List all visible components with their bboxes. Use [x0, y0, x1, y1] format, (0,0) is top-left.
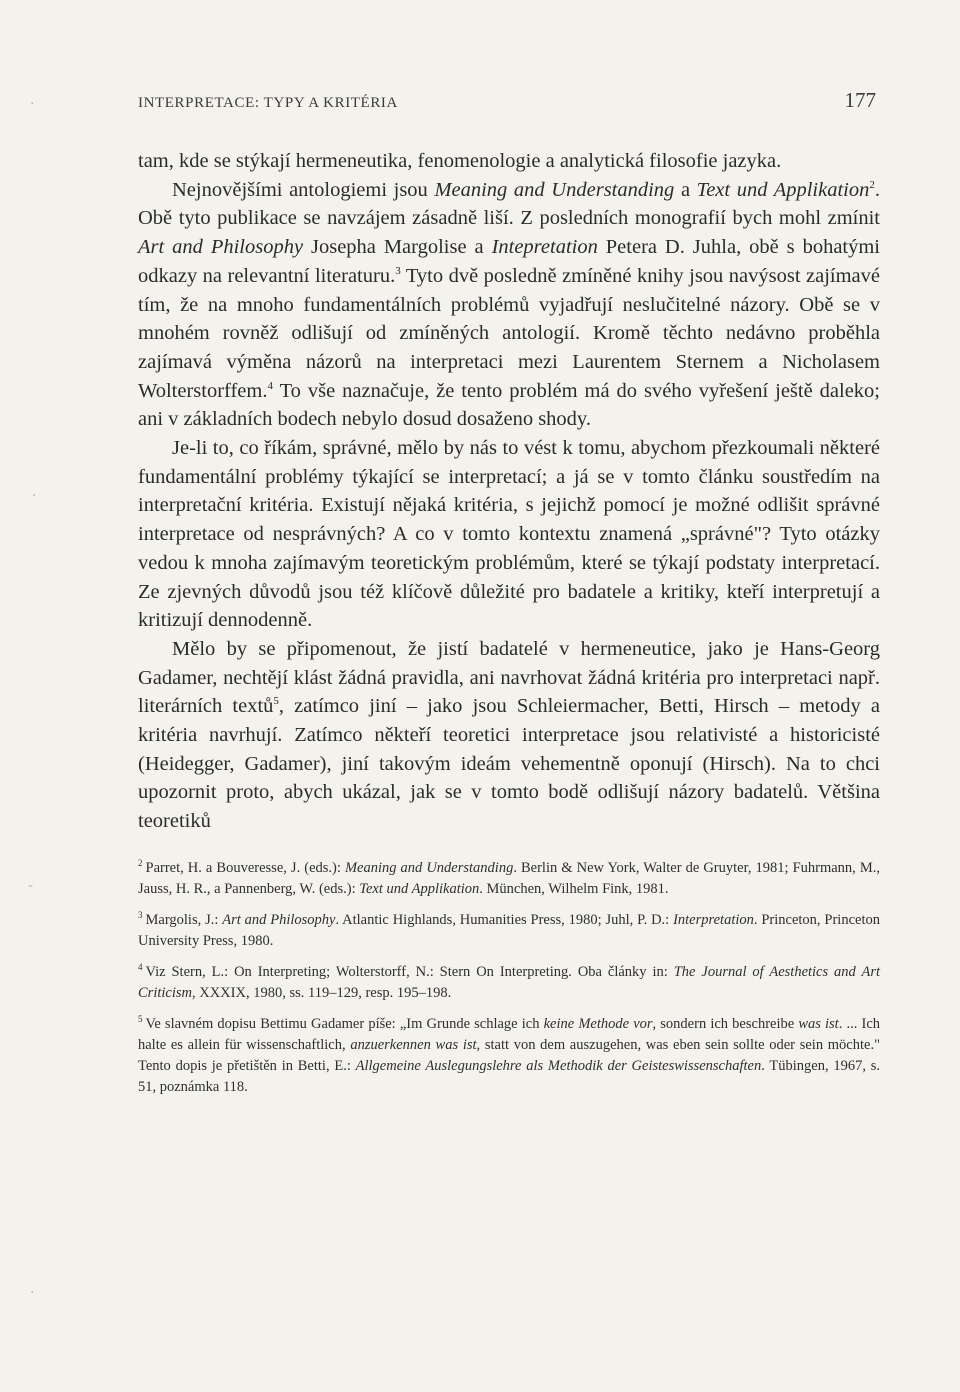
scan-speck: ·	[30, 96, 35, 112]
title-text-und-applikation: Text und Applikation	[696, 178, 870, 201]
footnote-3: $^3$ Margolis, J.: Art and Philosophy. Atlantic Highlands, Humanities Press, 1980; Juhl, P. D.: Interpretation. Princeton, Princeton University Press, 1980.	[138, 910, 880, 949]
footnote-mark-2[interactable]: 2	[869, 178, 875, 191]
running-head: INTERPRETACE: TYPY A KRITÉRIA	[138, 95, 398, 111]
title-intepretation: Intepretation	[491, 236, 598, 259]
footnote-mark-5[interactable]: 5	[273, 695, 279, 708]
paragraph-3: Je-li to, co říkám, správné, mělo by nás to vést k tomu, abychom přezkoumali některé fundamentální problémy týkající se interpretací; a já se v tomto článku soustředím na interpretační kritéria. Existují nějaká kritéria, s jejichž pomocí je možné odlišit správné interpretace od nesprávných? A co v tomto kontextu znamená „správné"? Tyto otázky vedou k mnoha zajímavým teoretickým problémům, které se týkají podstaty interpretací. Ze zjevných důvodů jsou též klíčově důležité pro badatele a kritiky, kteří interpretují a kritizují dennodenně.	[138, 437, 880, 632]
paragraph-4: Mělo by se připomenout, že jistí badatelé v hermeneutice, jako je Hans-Georg Gadamer, nechtějí klást žádná pravidla, ani navrhovat žádná kritéria pro interpretaci např. literárních textů$^5$, zatímco jiní – jako jsou Schleiermacher, Betti, Hirsch – metody a kritéria navrhují. Zatímco někteří teoretici interpretace jsou relativisté a historicisté (Heidegger, Gadamer), jiní takovým ideám vehementně oponují (Hirsch). Na to chci upozornit proto, abych ukázal, jak se v tomto bodě odlišují názory badatelů. Většina teoretiků	[138, 637, 880, 833]
page-number: 177	[844, 88, 876, 112]
footnote-4: $^4$ Viz Stern, L.: On Interpreting; Wolterstorff, N.: Stern On Interpreting. Oba články in: The Journal of Aesthetics and Art Criticism, XXXIX, 1980, ss. 119–129, resp. 195–198.	[138, 962, 880, 1001]
body-text	[138, 147, 880, 836]
footnotes	[138, 858, 880, 1098]
footnote-mark-3[interactable]: 3	[395, 264, 401, 277]
title-art-and-philosophy: Art and Philosophy	[138, 236, 304, 259]
scan-speck: -	[28, 878, 34, 894]
paragraph-1: tam, kde se stýkají hermeneutika, fenomenologie a analytická filosofie jazyka.	[138, 150, 782, 172]
paragraph-2: Nejnovějšími antologiemi jsou Meaning and Understanding a Text und Applikation$^2$. Obě tyto publikace se navzájem zásadně liší. Z posledních monografií bych mohl zmínit Art and Philosophy Josepha Margolise a Intepretation Petera D. Juhla, obě s bohatými odkazy na relevantní literaturu.$^3$ Tyto dvě posledně zmíněné knihy jsou navýsost zajímavé tím, že na mnoho fundamentálních problémů vyjadřují neslučitelné názory. Obě se v mnohém rovněž odlišují od zmíněných antologií. Kromě těchto nedávno proběhla zajímavá výměna názorů na interpretaci mezi Laurentem Sternem a Nicholasem Wolterstorffem.$^4$ To vše naznačuje, že tento problém má do svého vyřešení ještě daleko; ani v základních bodech nebylo dosud dosaženo shody.	[138, 178, 881, 431]
title-meaning-and-understanding: Meaning and Understanding	[434, 178, 675, 201]
footnote-mark-4[interactable]: 4	[267, 379, 273, 392]
footnote-5: $^5$ Ve slavném dopisu Bettimu Gadamer píše: „Im Grunde schlage ich keine Methode vor, sondern ich beschreibe was ist. ... Ich halte es allein für wissenschaftlich, anzuerkennen was ist, statt von dem auszugehen, was eben sein sollte oder sein möchte." Tento dopis je přetištěn in Betti, E.: Allgemeine Auslegungslehre als Methodik der Geisteswissenschaften. Tübingen, 1967, s. 51, poznámka 118.	[138, 1014, 881, 1095]
page-header	[138, 88, 876, 113]
footnote-2: $^2$ Parret, H. a Bouveresse, J. (eds.): Meaning and Understanding. Berlin & New York, Walter de Gruyter, 1981; Fuhrmann, M., Jauss, H. R., a Pannenberg, W. (eds.): Text und Applikation. München, Wilhelm Fink, 1981.	[138, 858, 880, 897]
scan-speck: ·	[30, 1285, 35, 1301]
scan-speck: ·	[32, 488, 37, 504]
